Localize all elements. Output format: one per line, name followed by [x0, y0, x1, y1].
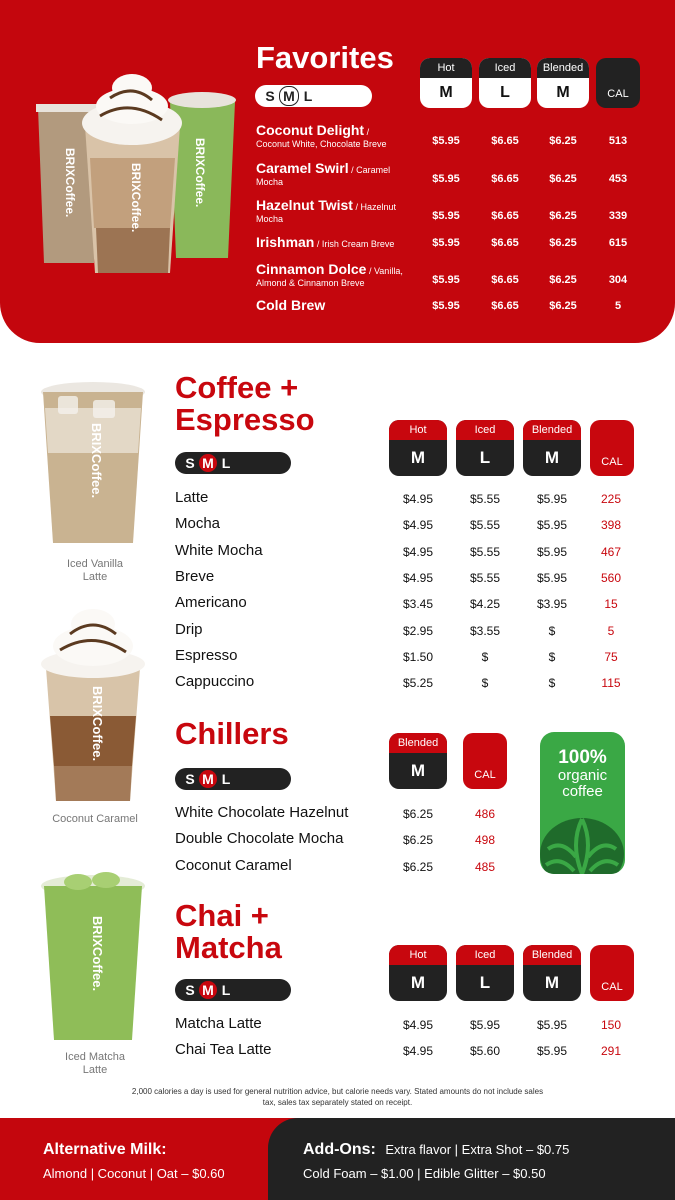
nutrition-disclaimer: 2,000 calories a day is used for general nutrition advice, but calorie needs vary. Stated amounts do not include sales tax, sales tax separately stated on receipt. [131, 1087, 544, 1107]
chillers-price-blended: $6.25 [402, 859, 434, 874]
favorites-item-name: Irishman [256, 234, 315, 250]
coffee-cal: 115 [601, 676, 621, 691]
coffee-bean-icon [540, 799, 625, 874]
favorites-price-iced: $6.65 [491, 237, 519, 249]
chillers-size-selector[interactable] [175, 768, 291, 790]
svg-text:BRIXCoffee.: BRIXCoffee. [89, 423, 104, 499]
coffee-price-iced: $5.55 [469, 518, 501, 533]
coffee-item-name: Drip [175, 620, 203, 638]
coffee-col-iced: Iced L [456, 420, 514, 476]
coffee-price-blended: $ [548, 623, 556, 638]
favorites-price-blended: $6.25 [549, 135, 577, 147]
chai-cal: 150 [600, 1018, 622, 1032]
coffee-price-iced: $4.25 [469, 597, 501, 612]
favorites-item-name: Caramel Swirl [256, 160, 349, 176]
favorites-size-selector[interactable] [255, 85, 372, 107]
favorites-price-blended: $6.25 [549, 173, 577, 185]
favorites-title: Favorites [256, 40, 394, 75]
favorites-item-name: Cold Brew [256, 297, 326, 313]
favorites-row [0, 298, 675, 334]
favorites-cal: 5 [614, 300, 622, 312]
coffee-item-name: Espresso [175, 646, 238, 664]
svg-text:BRIXCoffee.: BRIXCoffee. [193, 138, 207, 208]
svg-text:BRIXCoffee.: BRIXCoffee. [63, 148, 77, 218]
coffee-item-name: White Mocha [175, 541, 263, 559]
coffee-row [0, 515, 675, 537]
coconut-caramel-caption: Coconut Caramel [52, 813, 138, 825]
size-s[interactable]: S [265, 88, 275, 104]
chai-price-iced: $5.95 [469, 1018, 501, 1032]
coffee-col-cal: CAL [590, 420, 634, 476]
favorites-col-hot: Hot M [420, 58, 472, 108]
coffee-price-hot: $3.45 [402, 597, 434, 612]
chillers-price-blended: $6.25 [402, 807, 434, 821]
coffee-row [0, 489, 675, 511]
favorites-item [256, 198, 426, 225]
coconut-caramel-image [38, 606, 148, 804]
favorites-col-blended: Blended M [537, 58, 589, 108]
favorites-item-desc-line2: Almond & Cinnamon Breve [256, 278, 365, 288]
favorites-cal: 513 [608, 135, 628, 147]
coffee-cal: 467 [600, 544, 622, 559]
coffee-price-hot: $4.95 [402, 518, 434, 533]
organic-coffee-badge: 100% organic coffee [540, 732, 625, 874]
favorites-price-blended: $6.25 [549, 300, 577, 312]
favorites-price-hot: $5.95 [432, 237, 460, 249]
size-m[interactable]: M [199, 454, 217, 472]
favorites-item [256, 262, 426, 289]
chillers-col-cal: CAL [463, 733, 507, 789]
coffee-price-iced: $5.55 [469, 492, 501, 506]
coffee-row [0, 542, 675, 564]
coffee-cal: 560 [600, 570, 622, 585]
coffee-row [0, 568, 675, 590]
size-l[interactable]: L [221, 982, 231, 998]
favorites-col-cal: CAL [596, 58, 640, 108]
chillers-item-name: Double Chocolate Mocha [175, 830, 344, 848]
coffee-price-iced: $ [481, 676, 489, 691]
favorites-item-desc: / Caramel [348, 165, 391, 175]
favorites-row [0, 123, 675, 159]
favorites-price-iced: $6.65 [491, 274, 519, 286]
chai-size-selector[interactable] [175, 979, 291, 1001]
chai-col-cal: CAL [590, 945, 634, 1001]
coffee-price-hot: $1.50 [402, 649, 434, 664]
favorites-item-desc: / [364, 127, 370, 137]
chillers-item-name: White Chocolate Hazelnut [175, 804, 349, 821]
coffee-price-blended: $5.95 [536, 570, 568, 585]
chillers-cal: 485 [474, 859, 496, 874]
favorites-item-desc: / Vanilla, [366, 266, 403, 276]
coffee-price-hot: $4.95 [402, 570, 434, 585]
favorites-price-hot: $5.95 [432, 274, 460, 286]
favorites-row [0, 262, 675, 298]
size-l[interactable]: L [221, 455, 231, 471]
favorites-item-desc-line2: Mocha [256, 177, 284, 187]
chai-price-hot: $4.95 [402, 1044, 434, 1059]
favorites-item [256, 235, 426, 251]
size-s[interactable]: S [185, 982, 195, 998]
chillers-title: Chillers [175, 716, 289, 751]
coffee-item-name: Americano [175, 594, 247, 612]
addons-title: Add-Ons: [303, 1141, 376, 1158]
coffee-item-name: Latte [175, 489, 209, 506]
coffee-espresso-title: Coffee + Espresso [175, 370, 315, 437]
favorites-item [256, 298, 426, 314]
favorites-price-blended: $6.25 [549, 210, 577, 222]
favorites-item-desc-line2: Mocha [256, 214, 284, 224]
chillers-price-blended: $6.25 [402, 833, 434, 848]
coffee-price-hot: $2.95 [402, 623, 434, 638]
coffee-price-iced: $5.55 [469, 570, 501, 585]
favorites-item-name: Coconut Delight [256, 122, 365, 138]
size-m[interactable]: M [199, 770, 217, 788]
favorites-cal: 304 [608, 274, 628, 286]
chai-price-iced: $5.60 [469, 1044, 501, 1059]
favorites-price-blended: $6.25 [549, 237, 577, 249]
svg-text:BRIXCoffee.: BRIXCoffee. [90, 916, 105, 992]
chillers-row [0, 804, 540, 826]
favorites-item-name: Cinnamon Dolce [256, 261, 367, 277]
iced-matcha-latte-caption: Iced Matcha Latte [65, 1051, 125, 1076]
chai-item-name: Chai Tea Latte [175, 1041, 272, 1059]
alt-milk-options: Almond | Coconut | Oat – $0.60 [43, 1166, 225, 1181]
coffee-cal: 398 [600, 518, 622, 533]
chai-matcha-title: Chai + Matcha [175, 898, 282, 965]
coffee-price-hot: $5.25 [402, 676, 434, 691]
favorites-price-hot: $5.95 [432, 173, 460, 185]
size-m[interactable]: M [199, 981, 217, 999]
chillers-row [0, 830, 540, 852]
addons-line2: Cold Foam – $1.00 | Edible Glitter – $0.50 [303, 1166, 546, 1181]
chai-col-iced: Iced L [456, 945, 514, 1001]
addons-panel [268, 1118, 675, 1200]
coffee-price-blended: $5.95 [536, 492, 568, 506]
chai-price-hot: $4.95 [402, 1018, 434, 1032]
favorites-price-hot: $5.95 [432, 210, 460, 222]
favorites-price-hot: $5.95 [432, 300, 460, 312]
chai-col-hot: Hot M [389, 945, 447, 1001]
chai-row [0, 1015, 675, 1037]
size-s[interactable]: S [185, 455, 195, 471]
favorites-price-iced: $6.65 [491, 173, 519, 185]
iced-vanilla-latte-caption: Iced Vanilla Latte [66, 558, 124, 583]
favorites-row [0, 198, 675, 234]
favorites-price-iced: $6.65 [491, 300, 519, 312]
size-l[interactable]: L [221, 771, 231, 787]
favorites-item-name: Hazelnut Twist [256, 197, 353, 213]
chillers-item-name: Coconut Caramel [175, 856, 292, 874]
favorites-item-desc: / Irish Cream Breve [314, 239, 395, 249]
coffee-cal: 15 [604, 597, 618, 612]
coffee-cal: 225 [600, 492, 622, 506]
size-s[interactable]: S [185, 771, 195, 787]
coffee-item-name: Mocha [175, 515, 221, 533]
favorites-col-iced: Iced L [479, 58, 531, 108]
chillers-cal: 486 [474, 807, 496, 821]
coffee-price-hot: $4.95 [402, 492, 434, 506]
chai-cal: 291 [600, 1044, 622, 1059]
coffee-item-name: Breve [175, 567, 215, 585]
coffee-price-blended: $5.95 [536, 518, 568, 533]
favorites-cal: 339 [608, 210, 628, 222]
coffee-price-blended: $5.95 [536, 544, 568, 559]
coffee-price-iced: $3.55 [469, 623, 501, 638]
chillers-cal: 498 [474, 833, 496, 848]
favorites-cal: 615 [608, 237, 628, 249]
svg-text:BRIXCoffee.: BRIXCoffee. [90, 686, 105, 762]
coffee-price-hot: $4.95 [402, 544, 434, 559]
coffee-col-blended: Blended M [523, 420, 581, 476]
favorites-cal: 453 [608, 173, 628, 185]
coffee-price-iced: $5.55 [469, 544, 501, 559]
favorites-price-iced: $6.65 [491, 210, 519, 222]
chai-item-name: Matcha Latte [175, 1015, 262, 1032]
chai-price-blended: $5.95 [536, 1018, 568, 1032]
coffee-price-blended: $3.95 [536, 597, 568, 612]
coffee-cal: 5 [607, 623, 615, 638]
favorites-item-desc-line2: Coconut White, Chocolate Breve [256, 139, 387, 149]
coffee-price-blended: $ [548, 676, 556, 691]
chai-price-blended: $5.95 [536, 1044, 568, 1059]
coffee-price-iced: $ [481, 649, 489, 664]
favorites-price-iced: $6.65 [491, 135, 519, 147]
coffee-cal: 75 [604, 649, 618, 664]
chillers-col-blended: Blended M [389, 733, 447, 789]
chai-col-blended: Blended M [523, 945, 581, 1001]
coffee-col-hot: Hot M [389, 420, 447, 476]
size-l[interactable]: L [303, 88, 313, 104]
favorites-price-blended: $6.25 [549, 274, 577, 286]
favorites-item-desc: / Hazelnut [352, 202, 396, 212]
alt-milk-title: Alternative Milk: [43, 1141, 167, 1158]
coffee-size-selector[interactable] [175, 452, 291, 474]
coffee-item-name: Cappuccino [175, 673, 255, 691]
favorites-price-hot: $5.95 [432, 135, 460, 147]
coffee-price-blended: $ [548, 649, 556, 664]
svg-text:BRIXCoffee.: BRIXCoffee. [129, 163, 143, 233]
favorites-item [256, 161, 426, 188]
addons-line1: Extra flavor | Extra Shot – $0.75 [385, 1142, 570, 1157]
chai-row [0, 1041, 675, 1063]
favorites-row [0, 161, 675, 197]
size-m[interactable]: M [279, 86, 299, 106]
favorites-item [256, 123, 426, 150]
